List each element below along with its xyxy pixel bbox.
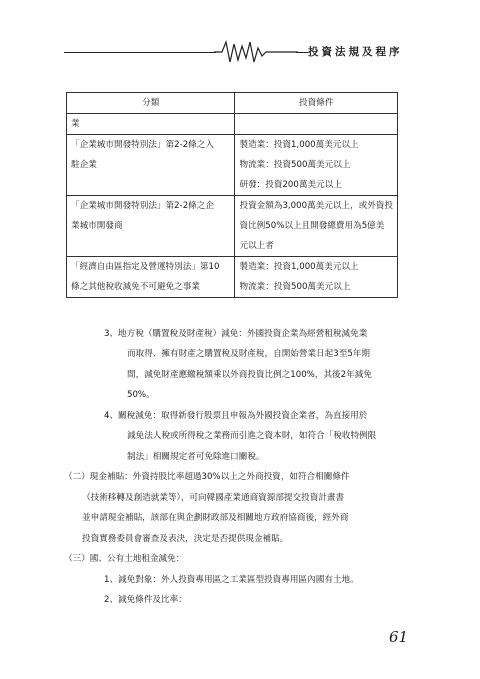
conditions-cell: 製造業：投資1,000萬美元以上 物流業：投資500萬美元以上	[235, 257, 398, 298]
conditions-cell: 投資金額為3,000萬美元以上，或外資投 資比例50%以上且開發總費用為5億美 元以上者	[235, 196, 398, 257]
page-number: 61	[389, 628, 409, 646]
paragraph-line: 4、關稅減免：取得新發行股票且申報為外國投資企業者，為直接用於	[104, 411, 368, 421]
heartbeat-wave-icon	[214, 38, 298, 66]
table-header-row	[67, 93, 398, 114]
paragraph-line: （技術移轉及創造就業等），可向韓國產業通商資源部提交投資計畫書	[82, 493, 345, 503]
category-cell: 業	[67, 114, 235, 135]
category-cell: 「企業城市開發特別法」第2-2條之企 業城市開發商	[67, 196, 235, 257]
paragraph-line: （二）現金補貼：外資持股比率超過30%以上之外商投資，如符合相關條件	[64, 472, 350, 482]
column-header-category: 分類	[67, 93, 235, 114]
table-row	[67, 135, 398, 196]
paragraph-line: 而取得、擁有財產之購置稅及財產稅，自開始營業日起3至5年期	[127, 349, 370, 359]
paragraph-line: 並申請現金補貼，該部在與企劃財政部及相關地方政府協商後，經外商	[82, 513, 349, 523]
investment-conditions-table	[66, 92, 398, 298]
paragraph-line: 投資實務委員會審查及表決，決定是否提供現金補貼。	[82, 534, 289, 544]
paragraph-line: 3、地方稅（購置稅及財產稅）減免：外國投資企業為經營租稅減免業	[104, 329, 368, 339]
paragraph-line: （三）國、公有土地租金減免：	[64, 554, 185, 564]
paragraph-line: 間，減免財產應繳稅額乘以外商投資比例之100%，其後2年減免	[127, 370, 372, 380]
header-title: 投資法規及程序	[308, 46, 403, 58]
table-row	[67, 196, 398, 257]
paragraph-line: 制法」相關規定者可免除進口關稅。	[127, 452, 265, 462]
conditions-cell	[235, 114, 398, 135]
table-row	[67, 257, 398, 298]
table-row	[67, 114, 398, 135]
header-rule-left	[64, 52, 216, 53]
paragraph-line: 減免法人稅或所得稅之業務而引進之資本財，如符合「稅收特例限	[127, 431, 377, 441]
paragraph-line: 50%。	[127, 390, 155, 400]
category-cell: 「企業城市開發特別法」第2-2條之入 駐企業	[67, 135, 235, 196]
category-cell: 「經濟自由區指定及營運特別法」第10 條之其他稅收減免不可避免之事業	[67, 257, 235, 298]
column-header-conditions: 投資條件	[235, 93, 398, 114]
header-rule-right	[296, 52, 308, 53]
paragraph-line: 1、減免對象：外人投資專用區之工業區型投資專用區內國有土地。	[104, 575, 359, 585]
paragraph-line: 2、減免條件及比率：	[104, 595, 187, 605]
conditions-cell: 製造業：投資1,000萬美元以上 物流業：投資500萬美元以上 研發：投資200萬美元以上	[235, 135, 398, 196]
